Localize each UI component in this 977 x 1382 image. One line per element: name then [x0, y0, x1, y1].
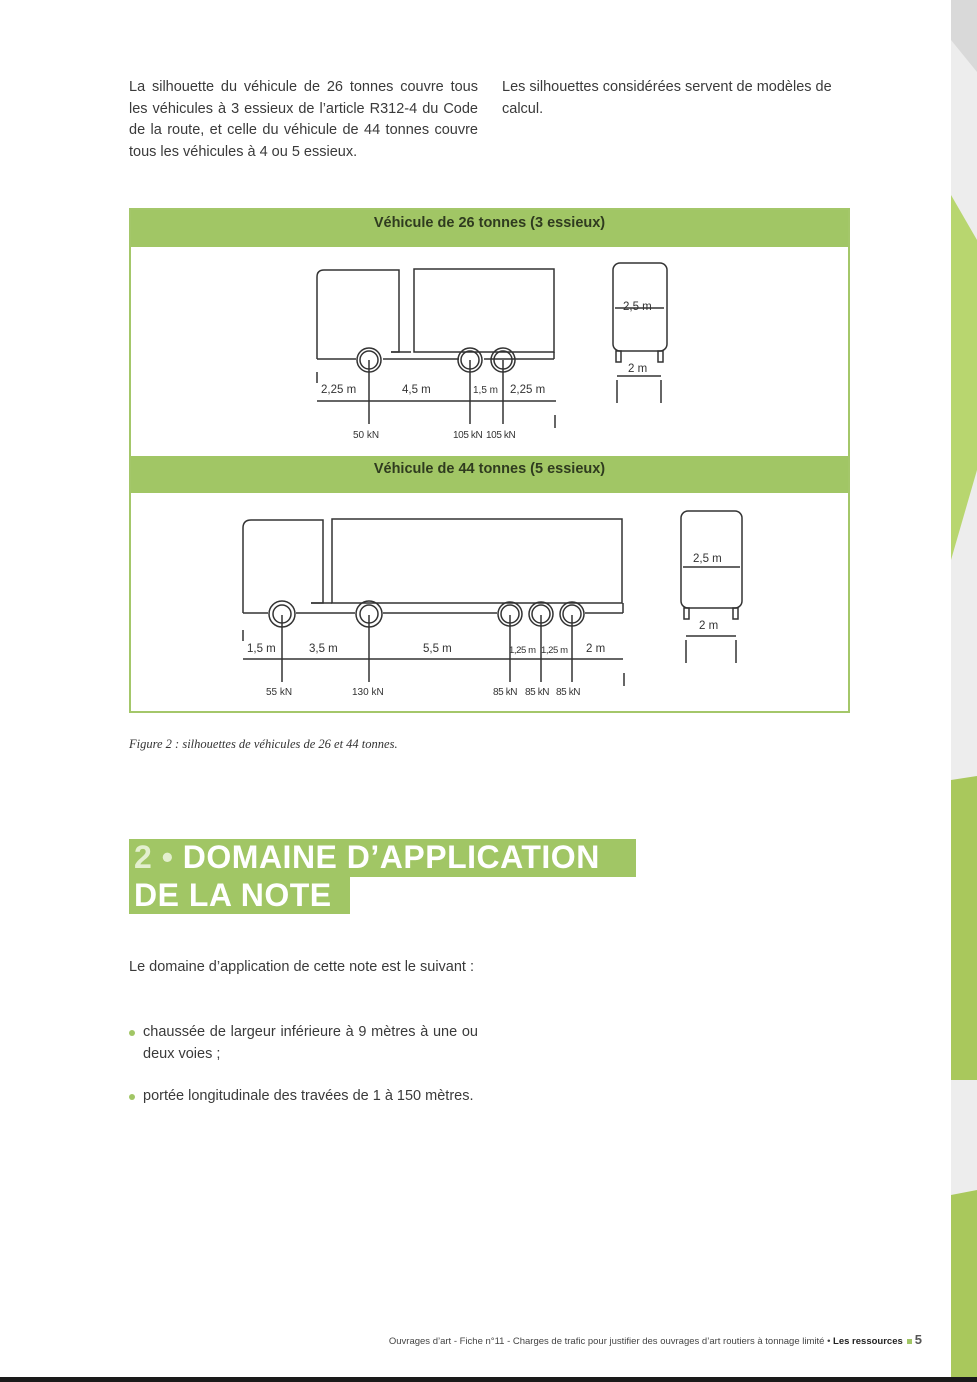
section-title-line-1	[129, 839, 636, 877]
dim-44-5: 1,25 m	[541, 645, 568, 656]
load-26-1: 50 kN	[353, 430, 380, 441]
bullet-text: portée longitudinale des travées de 1 à 150 mètres.	[143, 1088, 474, 1104]
width-26: 2,5 m	[623, 301, 652, 313]
bullet-dot-icon	[129, 1030, 135, 1036]
section-title-line-2: DE LA NOTE	[129, 877, 350, 914]
truck-26-box-outline	[414, 269, 554, 352]
bullet-item	[129, 1022, 478, 1065]
bottom-edge-bar	[0, 1377, 977, 1382]
section-separator: •	[152, 839, 183, 875]
figure-title-44t: Véhicule de 44 tonnes (5 essieux)	[131, 456, 848, 493]
truck-44-trailer-outline	[332, 519, 622, 603]
section-number: 2	[134, 839, 153, 875]
dim-44-6: 2 m	[586, 643, 606, 655]
load-26-2: 105 kN	[453, 430, 483, 441]
vehicle-silhouettes-drawing	[131, 210, 852, 715]
side-decoration-strip	[951, 0, 977, 1382]
dim-26-1: 2,25 m	[321, 384, 357, 396]
page-number: 5	[914, 1332, 922, 1347]
footer-section: Les ressources	[833, 1336, 903, 1347]
section-title-text-1: DOMAINE D’APPLICATION	[182, 839, 600, 875]
bullet-text: chaussée de largeur inférieure à 9 mètres à une ou deux voies ;	[143, 1024, 478, 1062]
dim-44-4: 1,25 m	[509, 645, 536, 656]
load-44-2: 130 kN	[352, 687, 384, 698]
track-44: 2 m	[699, 620, 719, 632]
load-44-5: 85 kN	[556, 687, 581, 698]
truck-26-cab-outline	[317, 270, 399, 359]
vehicle-figure	[129, 208, 850, 713]
body-paragraph: Le domaine d’application de cette note est le suivant :	[129, 959, 475, 975]
figure-title-26t: Véhicule de 26 tonnes (3 essieux)	[131, 210, 848, 247]
dim-26-3: 1,5 m	[473, 385, 499, 396]
figure-caption: Figure 2 : silhouettes de véhicules de 26 et 44 tonnes.	[129, 737, 398, 751]
bullet-dot-icon	[129, 1094, 135, 1100]
dim-44-2: 3,5 m	[309, 643, 338, 655]
intro-paragraph-left: La silhouette du véhicule de 26 tonnes couvre tous les véhicules à 3 essieux de l’article R312-4 du Code de la route, et celle du véhicule de 44 tonnes couvre tous les véhicules à 4 ou 5 essieux.	[129, 79, 478, 160]
dim-26-4: 2,25 m	[510, 384, 546, 396]
footer-square-icon	[907, 1339, 912, 1344]
dim-44-3: 5,5 m	[423, 643, 452, 655]
footer-separator: •	[824, 1336, 834, 1347]
page-footer	[389, 1332, 922, 1347]
load-26-3: 105 kN	[486, 430, 516, 441]
load-44-4: 85 kN	[525, 687, 550, 698]
track-26: 2 m	[628, 363, 648, 375]
footer-text: Ouvrages d’art - Fiche n°11 - Charges de trafic pour justifier des ouvrages d’art routiers à tonnage limité	[388, 1336, 825, 1347]
load-44-3: 85 kN	[493, 687, 518, 698]
bullet-item	[129, 1086, 478, 1108]
width-44: 2,5 m	[693, 553, 722, 565]
load-44-1: 55 kN	[266, 687, 293, 698]
dim-44-1: 1,5 m	[247, 643, 276, 655]
truck-44-cab-outline	[243, 520, 323, 613]
intro-paragraph-right: Les silhouettes considérées servent de modèles de calcul.	[502, 79, 832, 117]
dim-26-2: 4,5 m	[402, 384, 431, 396]
